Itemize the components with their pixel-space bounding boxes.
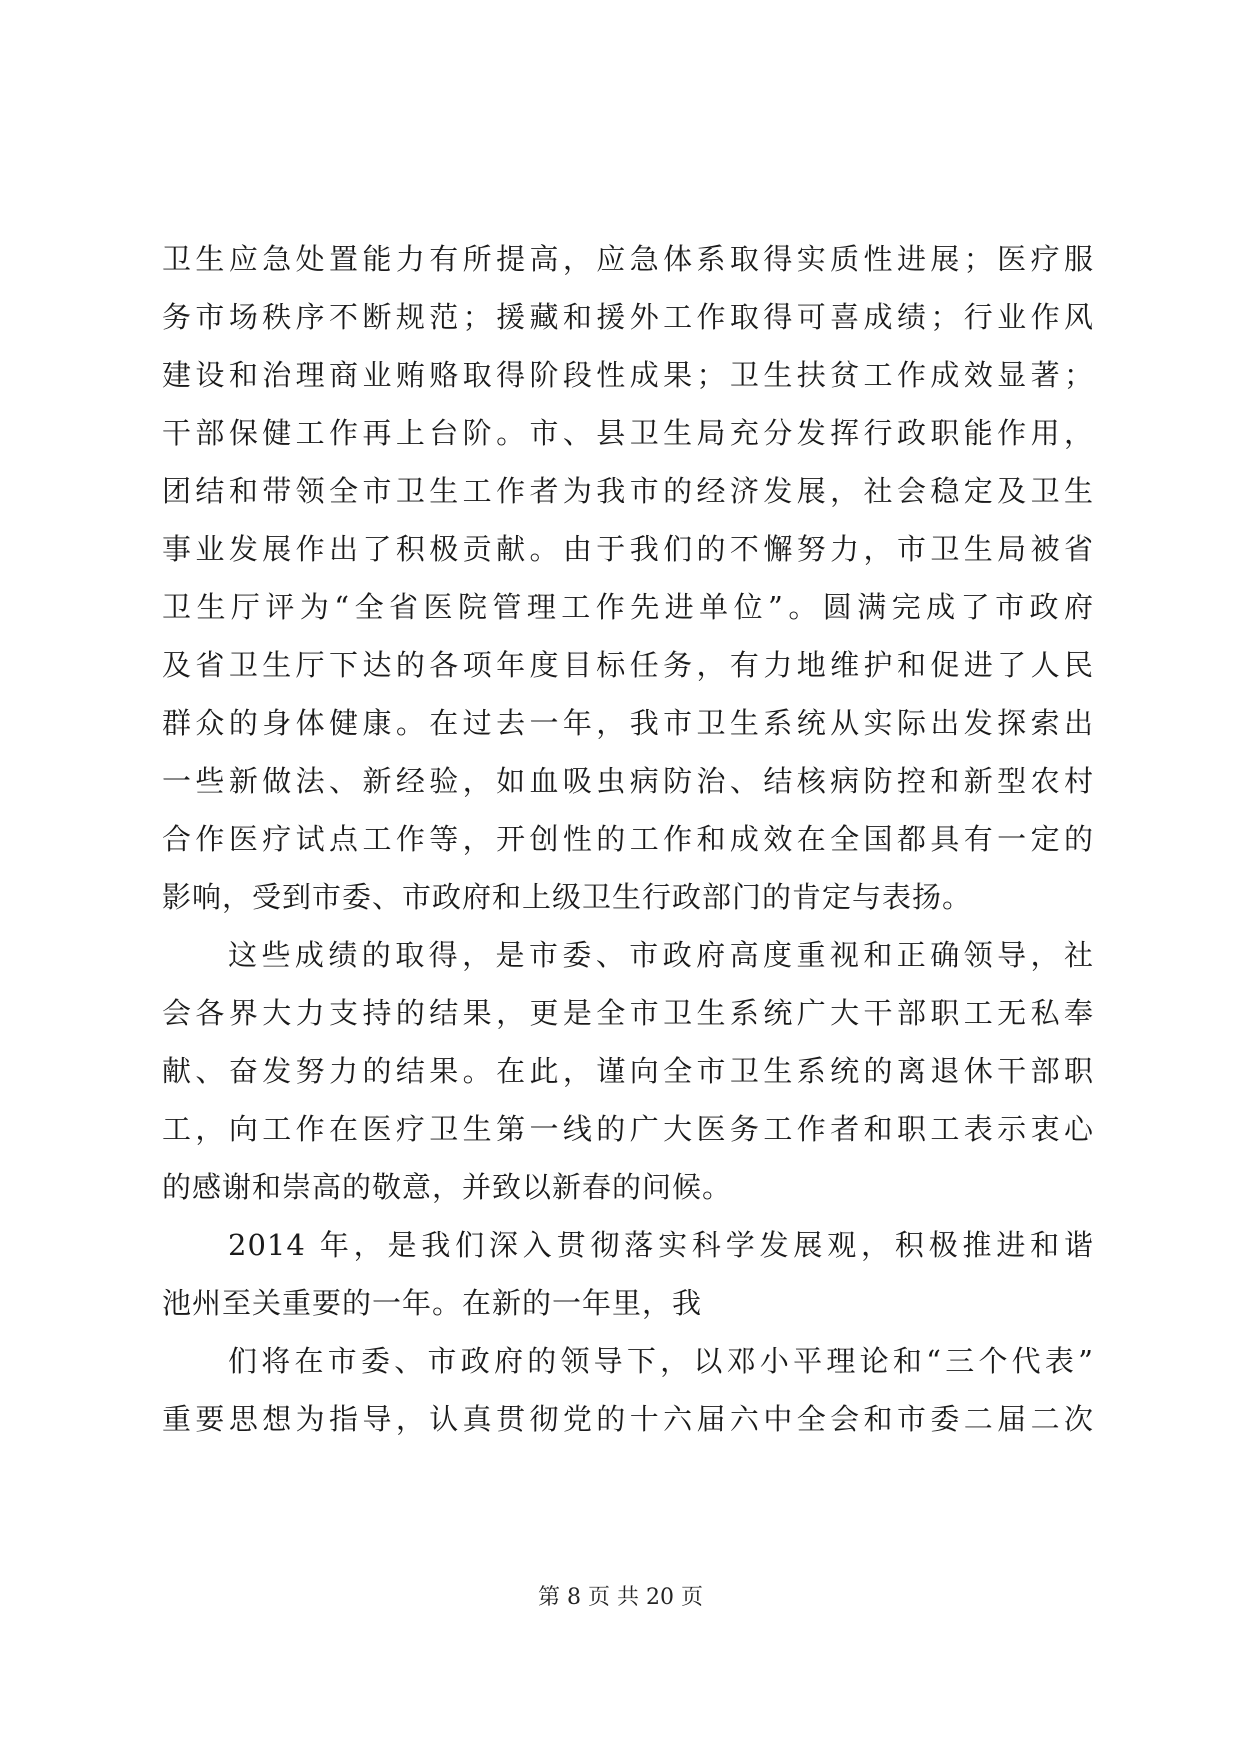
text-line: 建设和治理商业贿赂取得阶段性成果；卫生扶贫工作成效显著；	[162, 358, 1094, 392]
text-line: 池州至关重要的一年。在新的一年里，我	[162, 1286, 703, 1320]
text-line: 务市场秩序不断规范；援藏和援外工作取得可喜成绩；行业作风	[162, 300, 1094, 334]
text-line: 干部保健工作再上台阶。市、县卫生局充分发挥行政职能作用，	[162, 416, 1094, 450]
text-line: 团结和带领全市卫生工作者为我市的经济发展，社会稳定及卫生	[162, 474, 1094, 508]
text-line: 一些新做法、新经验，如血吸虫病防治、结核病防控和新型农村	[162, 764, 1094, 798]
page-number-footer: 第 8 页 共 20 页	[538, 1585, 703, 1610]
text-line: 合作医疗试点工作等，开创性的工作和成效在全国都具有一定的	[162, 822, 1094, 856]
text-line: 工，向工作在医疗卫生第一线的广大医务工作者和职工表示衷心	[162, 1112, 1094, 1146]
text-line: 献、奋发努力的结果。在此，谨向全市卫生系统的离退休干部职	[162, 1054, 1094, 1088]
text-line: 会各界大力支持的结果，更是全市卫生系统广大干部职工无私奉	[162, 996, 1094, 1030]
paragraph-first-line: 们将在市委、市政府的领导下，以邓小平理论和“三个代表”	[228, 1344, 1094, 1378]
paragraph-first-line: 这些成绩的取得，是市委、市政府高度重视和正确领导，社	[228, 938, 1094, 972]
text-line: 的感谢和崇高的敬意，并致以新春的问候。	[162, 1170, 733, 1204]
body-text	[162, 230, 1094, 1448]
text-line: 卫生应急处置能力有所提高，应急体系取得实质性进展；医疗服	[162, 242, 1094, 276]
paragraph-first-line: 2014 年，是我们深入贯彻落实科学发展观，积极推进和谐	[228, 1228, 1094, 1262]
text-line: 及省卫生厅下达的各项年度目标任务，有力地维护和促进了人民	[162, 648, 1094, 682]
text-line: 影响，受到市委、市政府和上级卫生行政部门的肯定与表扬。	[162, 880, 973, 914]
text-line: 卫生厅评为“全省医院管理工作先进单位”。圆满完成了市政府	[162, 590, 1094, 624]
text-line: 群众的身体健康。在过去一年，我市卫生系统从实际出发探索出	[162, 706, 1094, 740]
text-line: 事业发展作出了积极贡献。由于我们的不懈努力，市卫生局被省	[162, 532, 1094, 566]
text-line: 重要思想为指导，认真贯彻党的十六届六中全会和市委二届二次	[162, 1402, 1094, 1436]
